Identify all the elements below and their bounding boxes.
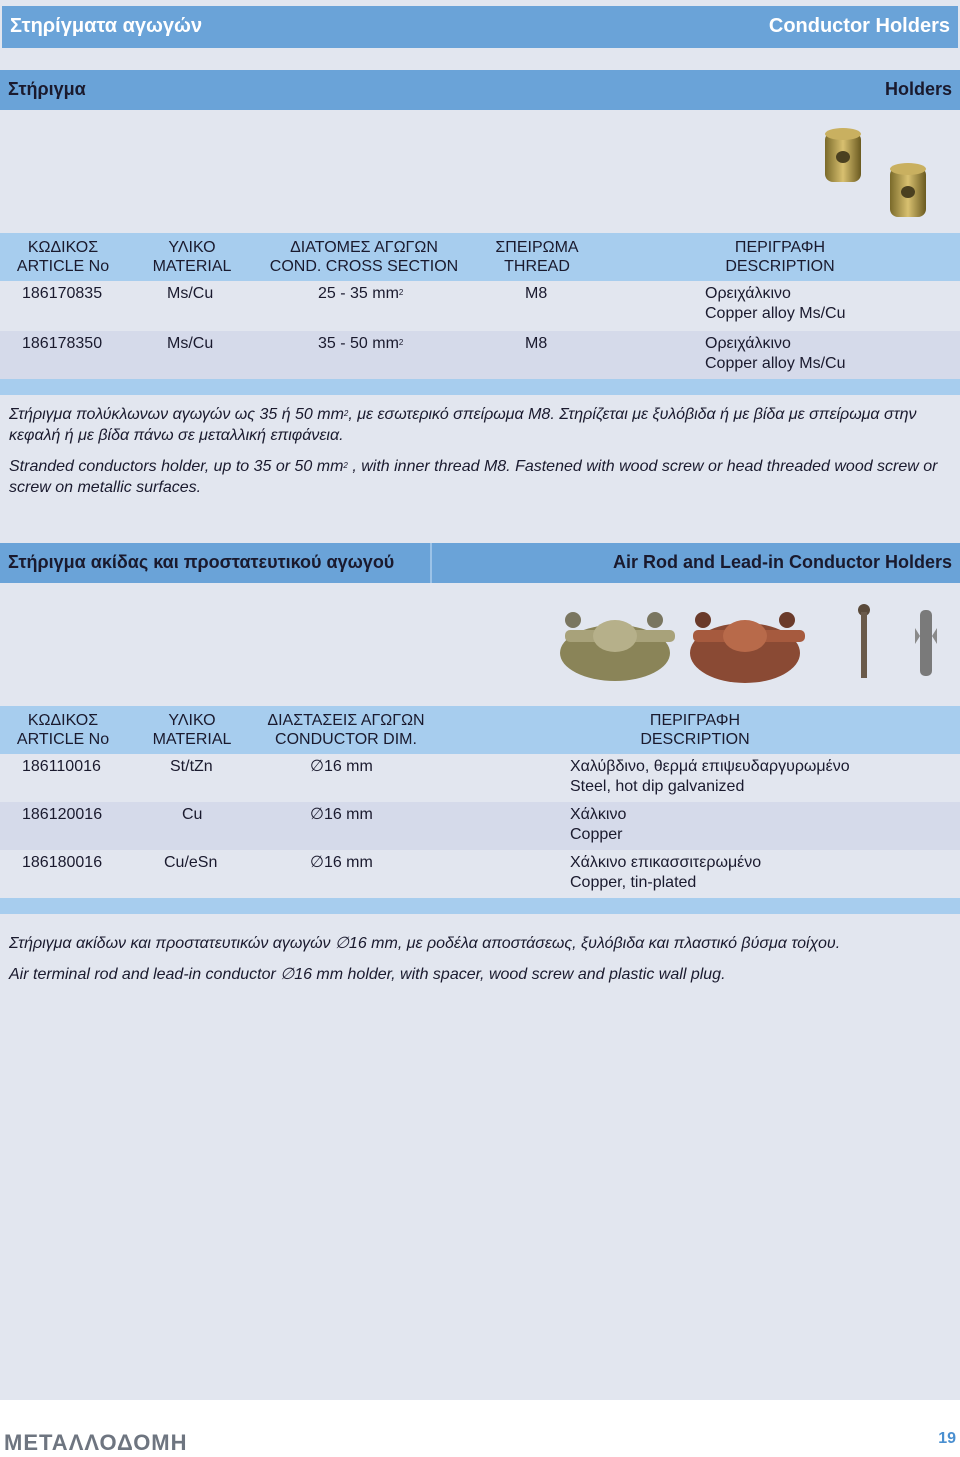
cell-code: 186110016 — [22, 758, 101, 775]
cell-dimension: ∅16 mm — [310, 806, 373, 823]
air-rod-holder-photo — [555, 598, 950, 690]
cell-code: 186180016 — [22, 854, 103, 871]
cell-material: St/tZn — [170, 758, 213, 775]
cell-description: Χαλύβδινο, θερμά επιψευδαργυρωμένο Steel, hot dip galvanized — [570, 758, 850, 795]
cell-thread: M8 — [525, 285, 548, 302]
th-conductor-dim: ΔΙΑΣΤΑΣΕΙΣ ΑΓΩΓΩΝ CONDUCTOR DIM. — [267, 712, 425, 748]
air-rod-note-gr: Στήριγμα ακίδων και προστατευτικών αγωγών ∅16 mm, με ροδέλα αποστάσεως, ξυλόβιδα και πλαστικό βύσμα τοίχου. — [9, 935, 841, 952]
cell-code: 186120016 — [22, 806, 103, 823]
cell-dimension: ∅16 mm — [310, 758, 373, 775]
cell-description: Χάλκινο Copper — [570, 806, 627, 843]
section-holders-header — [0, 70, 960, 110]
page-number: 19 — [938, 1430, 956, 1447]
th-material: ΥΛΙΚΟ MATERIAL — [152, 712, 232, 748]
cell-description: Χάλκινο επικασσιτερωμένο Copper, tin-plated — [570, 854, 762, 891]
section-divider — [430, 543, 432, 583]
cell-dimension: ∅16 mm — [310, 854, 373, 871]
company-logo: ΜΕΤΑΛΛΟΔΟΜΗ — [4, 1430, 188, 1455]
cell-material: Cu — [182, 806, 203, 823]
th-description: ΠΕΡΙΓΡΑΦΗ DESCRIPTION — [725, 239, 835, 275]
cell-code: 186170835 — [22, 285, 103, 302]
table1-footer-bar — [0, 379, 960, 395]
table2-footer-bar — [0, 898, 960, 914]
diameter-icon: ∅ — [310, 758, 324, 775]
table-row — [0, 281, 960, 329]
cell-section: 25 - 35 $mm^2$ — [318, 285, 404, 302]
table1-header — [0, 233, 960, 281]
diameter-icon: ∅ — [310, 806, 324, 823]
cell-material: Ms/Cu — [167, 335, 214, 352]
holders-note-en: Stranded conductors holder, up to 35 or 50 $mm^2$ , with inner thread M8. Fastened with wood screw or head threaded wood screw or screw on metallic surfaces. — [9, 458, 938, 496]
th-material: ΥΛΙΚΟ MATERIAL — [152, 239, 232, 275]
table-row — [0, 331, 960, 379]
table-row — [0, 754, 960, 802]
cell-description: Ορειχάλκινο Copper alloy Ms/Cu — [705, 285, 846, 322]
table-row — [0, 802, 960, 850]
th-article: ΚΩΔΙΚΟΣ ARTICLE No — [16, 239, 110, 275]
cell-thread: M8 — [525, 335, 548, 352]
section-title-en: Holders — [884, 79, 952, 99]
page-header — [2, 6, 958, 48]
th-thread: ΣΠΕΙΡΩΜΑ THREAD — [495, 239, 579, 275]
section-title-gr: Στήριγμα ακίδας και προστατευτικού αγωγού — [8, 552, 395, 572]
cell-description: Ορειχάλκινο Copper alloy Ms/Cu — [705, 335, 846, 372]
cell-section: 35 - 50 $mm^2$ — [318, 335, 404, 352]
cell-material: Cu/eSn — [164, 854, 218, 871]
page-title-gr: Στηρίγματα αγωγών — [10, 15, 203, 37]
th-article: ΚΩΔΙΚΟΣ ARTICLE No — [16, 712, 110, 748]
brass-holder-photo — [815, 122, 935, 222]
th-cross-section: ΔΙΑΤΟΜΕΣ ΑΓΩΓΩΝ COND. CROSS SECTION — [269, 239, 459, 275]
air-rod-note-en: Air terminal rod and lead-in conductor ∅16 mm holder, with spacer, wood screw and plastic wall plug. — [9, 966, 726, 983]
cell-material: Ms/Cu — [167, 285, 214, 302]
th-description: ΠΕΡΙΓΡΑΦΗ DESCRIPTION — [640, 712, 750, 748]
section-title-en: Air Rod and Lead-in Conductor Holders — [612, 552, 952, 572]
page-title-en: Conductor Holders — [768, 15, 950, 37]
holders-note-gr: Στήριγμα πολύκλωνων αγωγών ως 35 ή 50 $mm^2$, με εσωτερικό σπείρωμα M8. Στηρίζεται με ξυλόβιδα ή με βίδα με σπείρωμα στην κεφαλή ή με βίδα πάνω σε μεταλλική επιφάνεια. — [9, 406, 917, 444]
table-row — [0, 850, 960, 898]
section-title-gr: Στήριγμα — [8, 79, 86, 99]
table2-header — [0, 706, 960, 754]
section-air-rod-header — [0, 543, 960, 583]
cell-code: 186178350 — [22, 335, 103, 352]
diameter-icon: ∅ — [310, 854, 324, 871]
